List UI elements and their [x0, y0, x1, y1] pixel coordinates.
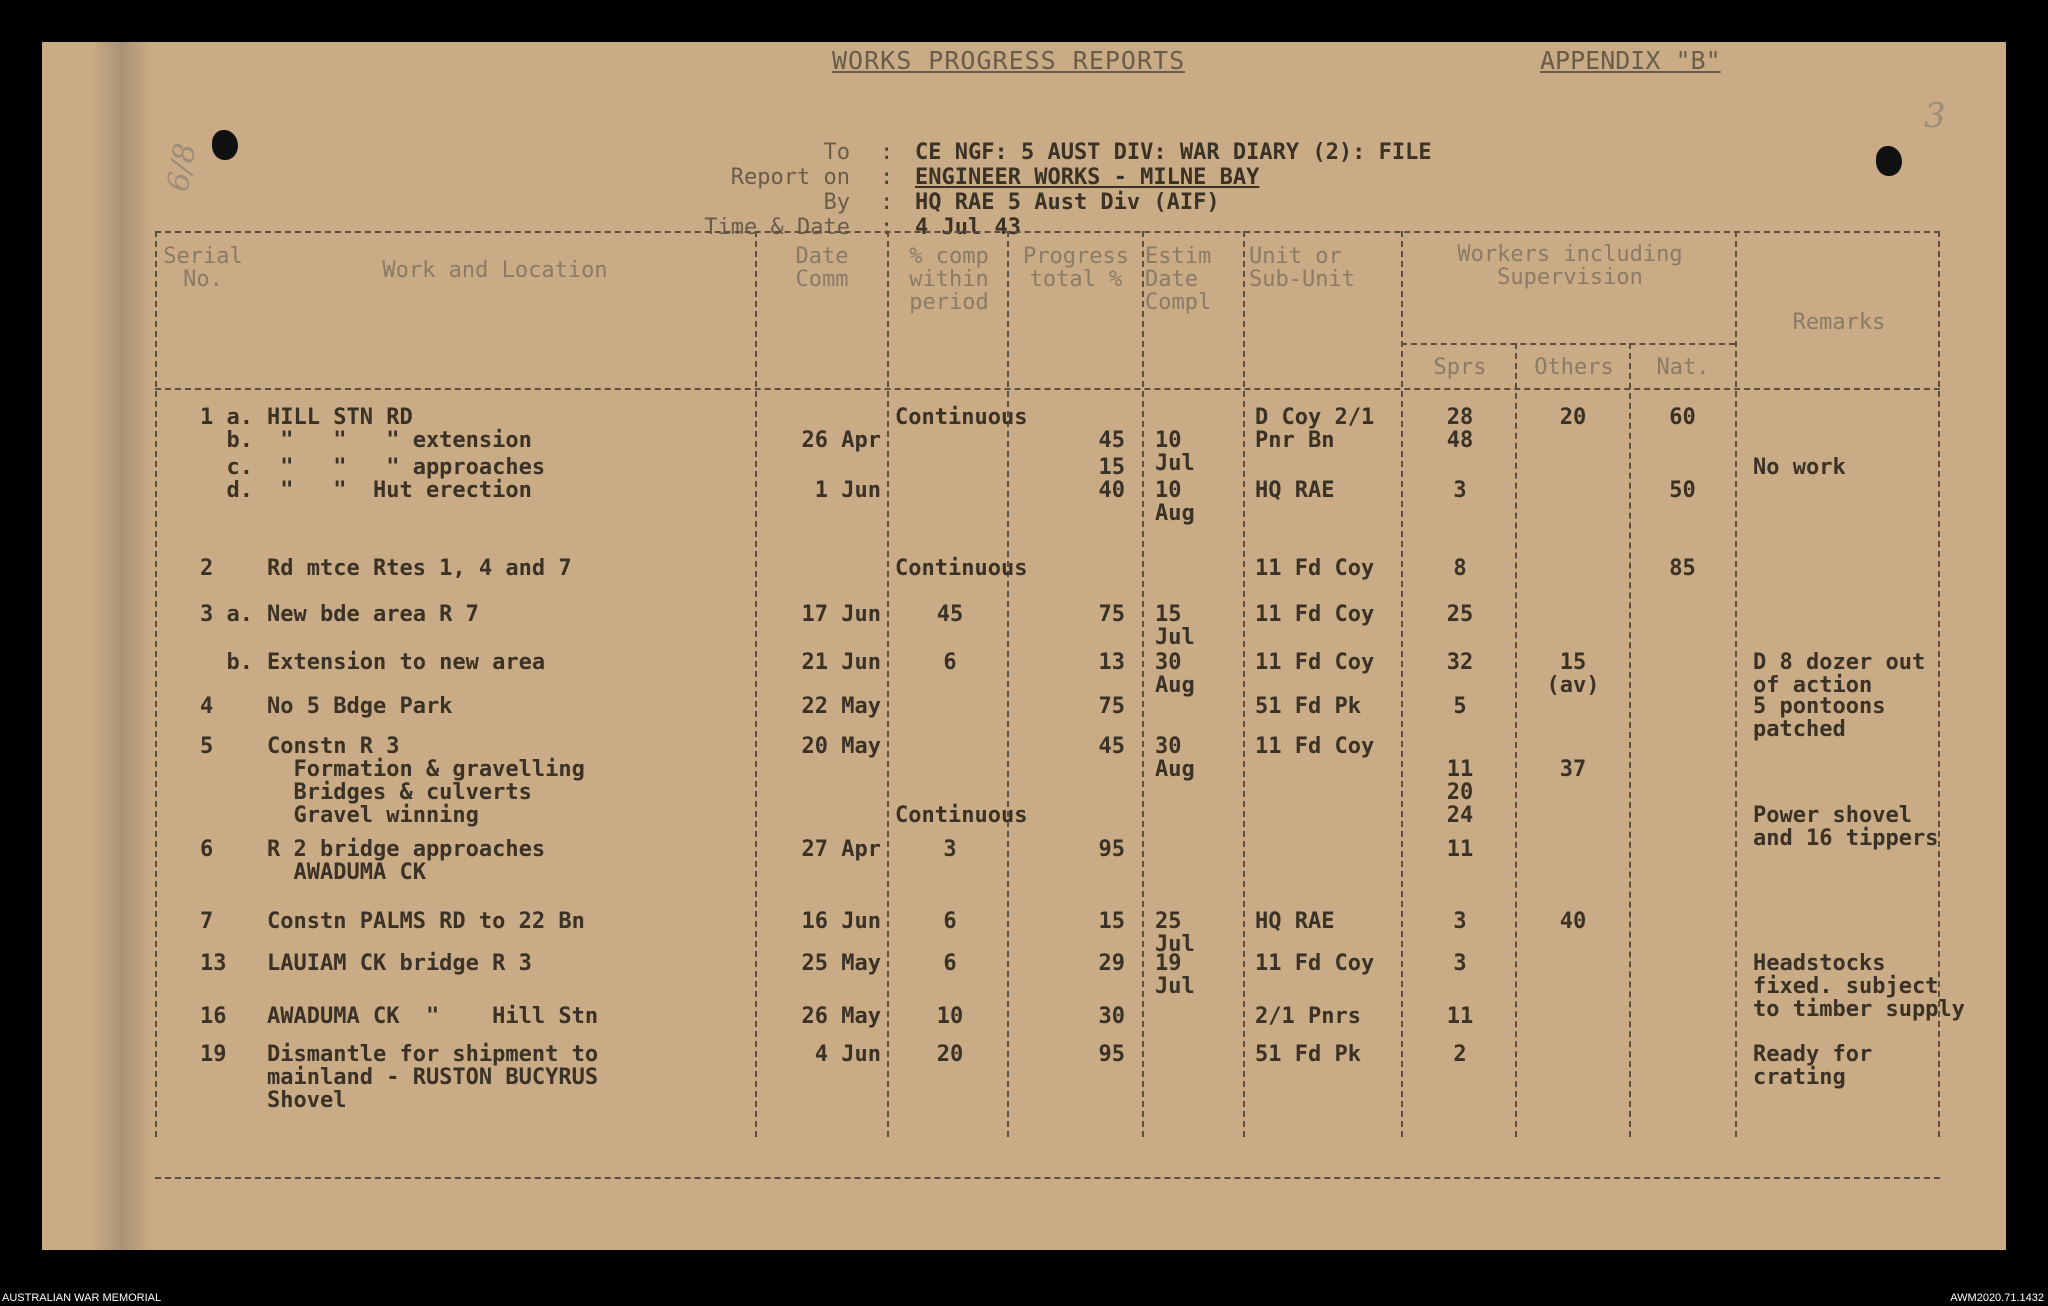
table-cell-date: 25 May	[801, 951, 881, 976]
table-cell-remarks: Power shovel and 16 tippers	[1753, 803, 1939, 851]
table-cell-sprs: 25	[1446, 602, 1474, 627]
table-cell-unit: 11 Fd Coy	[1255, 951, 1375, 976]
table-cell-sprs: 32	[1446, 650, 1474, 675]
table-cell-date: 16 Jun	[801, 909, 881, 934]
table-cell-progress: 45	[1098, 734, 1125, 759]
col-header-pct-comp: % comp within period	[909, 244, 989, 315]
col-header-progress: Progress total %	[1023, 244, 1129, 292]
table-cell-date: 26 May	[801, 1004, 881, 1029]
footer-reference: AWM2020.71.1432	[1950, 1292, 2044, 1304]
table-cell-date: 27 Apr	[801, 837, 881, 862]
table-cell-remarks: No work	[1753, 455, 1846, 480]
table-cell-nat: 85	[1669, 556, 1696, 581]
header-value-time-date: 4 Jul 43	[915, 215, 1021, 240]
table-cell-serial: 13	[200, 951, 227, 976]
header-label-time-date: Time & Date	[704, 215, 850, 240]
table-rule	[887, 231, 889, 1137]
table-cell-date: 26 Apr	[801, 428, 881, 453]
table-rule	[1515, 343, 1517, 1137]
table-cell-unit: HQ RAE	[1255, 478, 1335, 503]
table-cell-estim: 30 Aug	[1155, 734, 1195, 782]
table-cell-progress: 45	[1098, 428, 1125, 453]
table-cell-sprs: 3	[1453, 951, 1467, 976]
header-value-report-on: ENGINEER WORKS - MILNE BAY	[915, 165, 1260, 190]
table-cell-unit: 11 Fd Coy	[1255, 650, 1375, 675]
punch-hole	[212, 130, 238, 160]
table-cell-date: 20 May	[801, 734, 881, 759]
table-cell-work: Dismantle for shipment to mainland - RUSTON BUCYRUS Shovel	[267, 1042, 599, 1113]
table-cell-remarks: 5 pontoons patched	[1753, 694, 1886, 742]
table-rule	[155, 388, 1940, 390]
table-cell-progress: 29	[1098, 951, 1125, 976]
table-cell-pct: 6	[943, 650, 957, 675]
table-rule	[1735, 231, 1737, 1137]
table-rule	[1243, 231, 1245, 1137]
table-cell-work: LAUIAM CK bridge R 3	[267, 951, 532, 976]
table-cell-sprs: 2	[1453, 1042, 1467, 1067]
table-cell-estim: 19 Jul	[1155, 951, 1195, 999]
col-header-unit: Unit or Sub-Unit	[1249, 244, 1355, 292]
colon: :	[880, 165, 894, 190]
table-cell-others: 40	[1559, 909, 1587, 934]
col-header-work: Work and Location	[382, 258, 608, 283]
colon: :	[880, 140, 894, 165]
table-cell-nat: 50	[1669, 478, 1696, 503]
table-cell-work: New bde area R 7	[267, 602, 479, 627]
table-rule	[155, 231, 157, 1137]
table-cell-remarks: Ready for crating	[1753, 1042, 1873, 1090]
table-cell-work: HILL STN RD " " " extension	[267, 405, 532, 453]
table-cell-serial: 16	[200, 1004, 227, 1029]
table-cell-work: Constn R 3 Formation & gravelling Bridges & culverts Gravel winning	[267, 734, 585, 828]
col-header-nat: Nat.	[1656, 355, 1710, 380]
table-cell-serial: 6	[200, 837, 214, 862]
table-rule	[1401, 343, 1735, 345]
table-cell-unit: 51 Fd Pk	[1255, 694, 1361, 719]
table-cell-progress: 95	[1098, 1042, 1125, 1067]
table-cell-unit: 11 Fd Coy	[1255, 556, 1375, 581]
table-cell-estim: 15 Jul	[1155, 602, 1195, 650]
colon: :	[880, 190, 894, 215]
table-cell-pct: Continuous	[895, 405, 1028, 430]
table-cell-pct: 6	[943, 951, 957, 976]
col-header-sprs: Sprs	[1433, 355, 1487, 380]
table-cell-remarks: Headstocks fixed. subject to timber supply	[1753, 951, 1965, 1022]
pencil-annotation: 6/8	[160, 140, 204, 195]
table-cell-estim: 10 Jul	[1155, 428, 1195, 476]
header-value-by: HQ RAE 5 Aust Div (AIF)	[915, 190, 1220, 215]
table-cell-remarks: D 8 dozer out of action	[1753, 650, 1926, 698]
table-cell-serial: 2	[200, 556, 214, 581]
table-cell-sprs: 11 20 24	[1446, 757, 1474, 828]
table-cell-unit: 11 Fd Coy	[1255, 602, 1375, 627]
col-header-workers: Workers including Supervision	[1457, 242, 1683, 290]
appendix-label: APPENDIX "B"	[1540, 46, 1721, 75]
table-cell-estim: 10 Aug	[1155, 478, 1195, 526]
table-cell-pct: Continuous	[895, 556, 1028, 581]
table-cell-sprs: 28 48	[1446, 405, 1474, 453]
table-rule	[755, 231, 757, 1137]
table-rule	[1142, 231, 1144, 1137]
table-cell-pct: 45	[936, 602, 964, 627]
table-cell-unit: 2/1 Pnrs	[1255, 1004, 1361, 1029]
table-rule	[1007, 231, 1009, 1137]
table-cell-date: 4 Jun	[814, 1042, 881, 1067]
table-cell-pct: 20	[936, 1042, 964, 1067]
table-cell-progress: 75	[1098, 602, 1125, 627]
table-cell-nat: 60	[1669, 405, 1696, 430]
table-cell-sprs: 11	[1446, 1004, 1474, 1029]
table-cell-date: 21 Jun	[801, 650, 881, 675]
punch-hole	[1876, 146, 1902, 176]
table-cell-date: 22 May	[801, 694, 881, 719]
col-header-date-comm: Date Comm	[795, 244, 849, 292]
header-label-to: To	[823, 140, 850, 165]
table-cell-sprs: 11	[1446, 837, 1474, 862]
table-cell-progress: 30	[1098, 1004, 1125, 1029]
colon: :	[880, 215, 894, 240]
header-label-report-on: Report on	[730, 165, 850, 190]
table-cell-serial: 3 a.	[200, 602, 253, 627]
table-cell-serial: 19	[200, 1042, 227, 1067]
table-cell-work: AWADUMA CK " Hill Stn	[267, 1004, 599, 1029]
table-cell-pct: 3	[943, 837, 957, 862]
table-cell-work: Rd mtce Rtes 1, 4 and 7	[267, 556, 572, 581]
table-cell-unit: HQ RAE	[1255, 909, 1335, 934]
col-header-others: Others	[1534, 355, 1614, 380]
table-cell-pct: 10	[936, 1004, 964, 1029]
table-cell-progress: 95	[1098, 837, 1125, 862]
table-rule	[155, 231, 1940, 233]
table-rule	[1629, 343, 1631, 1137]
table-cell-work: Extension to new area	[267, 650, 546, 675]
works-table	[155, 231, 1965, 1137]
table-rule	[1401, 231, 1403, 1137]
table-cell-others: 15 (av)	[1546, 650, 1600, 698]
footer-credit: AUSTRALIAN WAR MEMORIAL	[2, 1292, 162, 1304]
table-cell-work: Constn PALMS RD to 22 Bn	[267, 909, 585, 934]
pencil-annotation: 3	[1924, 96, 1946, 136]
table-cell-progress: 75	[1098, 694, 1125, 719]
table-cell-estim: 25 Jul	[1155, 909, 1195, 957]
table-cell-serial: 4	[200, 694, 214, 719]
table-cell-work: R 2 bridge approaches AWADUMA CK	[267, 837, 546, 885]
table-cell-serial: 1 a. b.	[200, 405, 253, 453]
table-cell-unit: D Coy 2/1 Pnr Bn	[1255, 405, 1375, 453]
col-header-serial: Serial No.	[163, 244, 243, 292]
table-rule	[155, 1177, 1940, 1179]
table-cell-progress: 15 40	[1098, 455, 1125, 503]
table-cell-others: 20	[1559, 405, 1587, 430]
table-cell-progress: 15	[1098, 909, 1125, 934]
table-cell-work: No 5 Bdge Park	[267, 694, 453, 719]
page-title: WORKS PROGRESS REPORTS	[832, 46, 1186, 75]
table-cell-sprs: 3	[1453, 478, 1467, 503]
table-cell-sprs: 8	[1453, 556, 1467, 581]
header-label-by: By	[823, 190, 850, 215]
table-cell-unit: 11 Fd Coy	[1255, 734, 1375, 759]
table-cell-pct: Continuous	[895, 803, 1028, 828]
table-cell-serial: 5	[200, 734, 214, 759]
table-cell-unit: 51 Fd Pk	[1255, 1042, 1361, 1067]
table-cell-serial: b.	[200, 650, 253, 675]
table-cell-estim: 30 Aug	[1155, 650, 1195, 698]
table-cell-sprs: 5	[1453, 694, 1467, 719]
col-header-estim: Estim Date Compl	[1145, 244, 1212, 315]
table-cell-sprs: 3	[1453, 909, 1467, 934]
table-cell-progress: 13	[1098, 650, 1125, 675]
header-value-to: CE NGF: 5 AUST DIV: WAR DIARY (2): FILE	[915, 140, 1432, 165]
table-cell-pct: 6	[943, 909, 957, 934]
table-cell-date: 17 Jun	[801, 602, 881, 627]
table-cell-serial: c. d.	[226, 455, 253, 503]
table-cell-serial: 7	[200, 909, 214, 934]
col-header-remarks: Remarks	[1792, 310, 1886, 335]
table-cell-work: " " " approaches " " Hut erection	[280, 455, 546, 503]
table-cell-others: 37	[1559, 757, 1587, 782]
table-cell-date: 1 Jun	[814, 478, 881, 503]
